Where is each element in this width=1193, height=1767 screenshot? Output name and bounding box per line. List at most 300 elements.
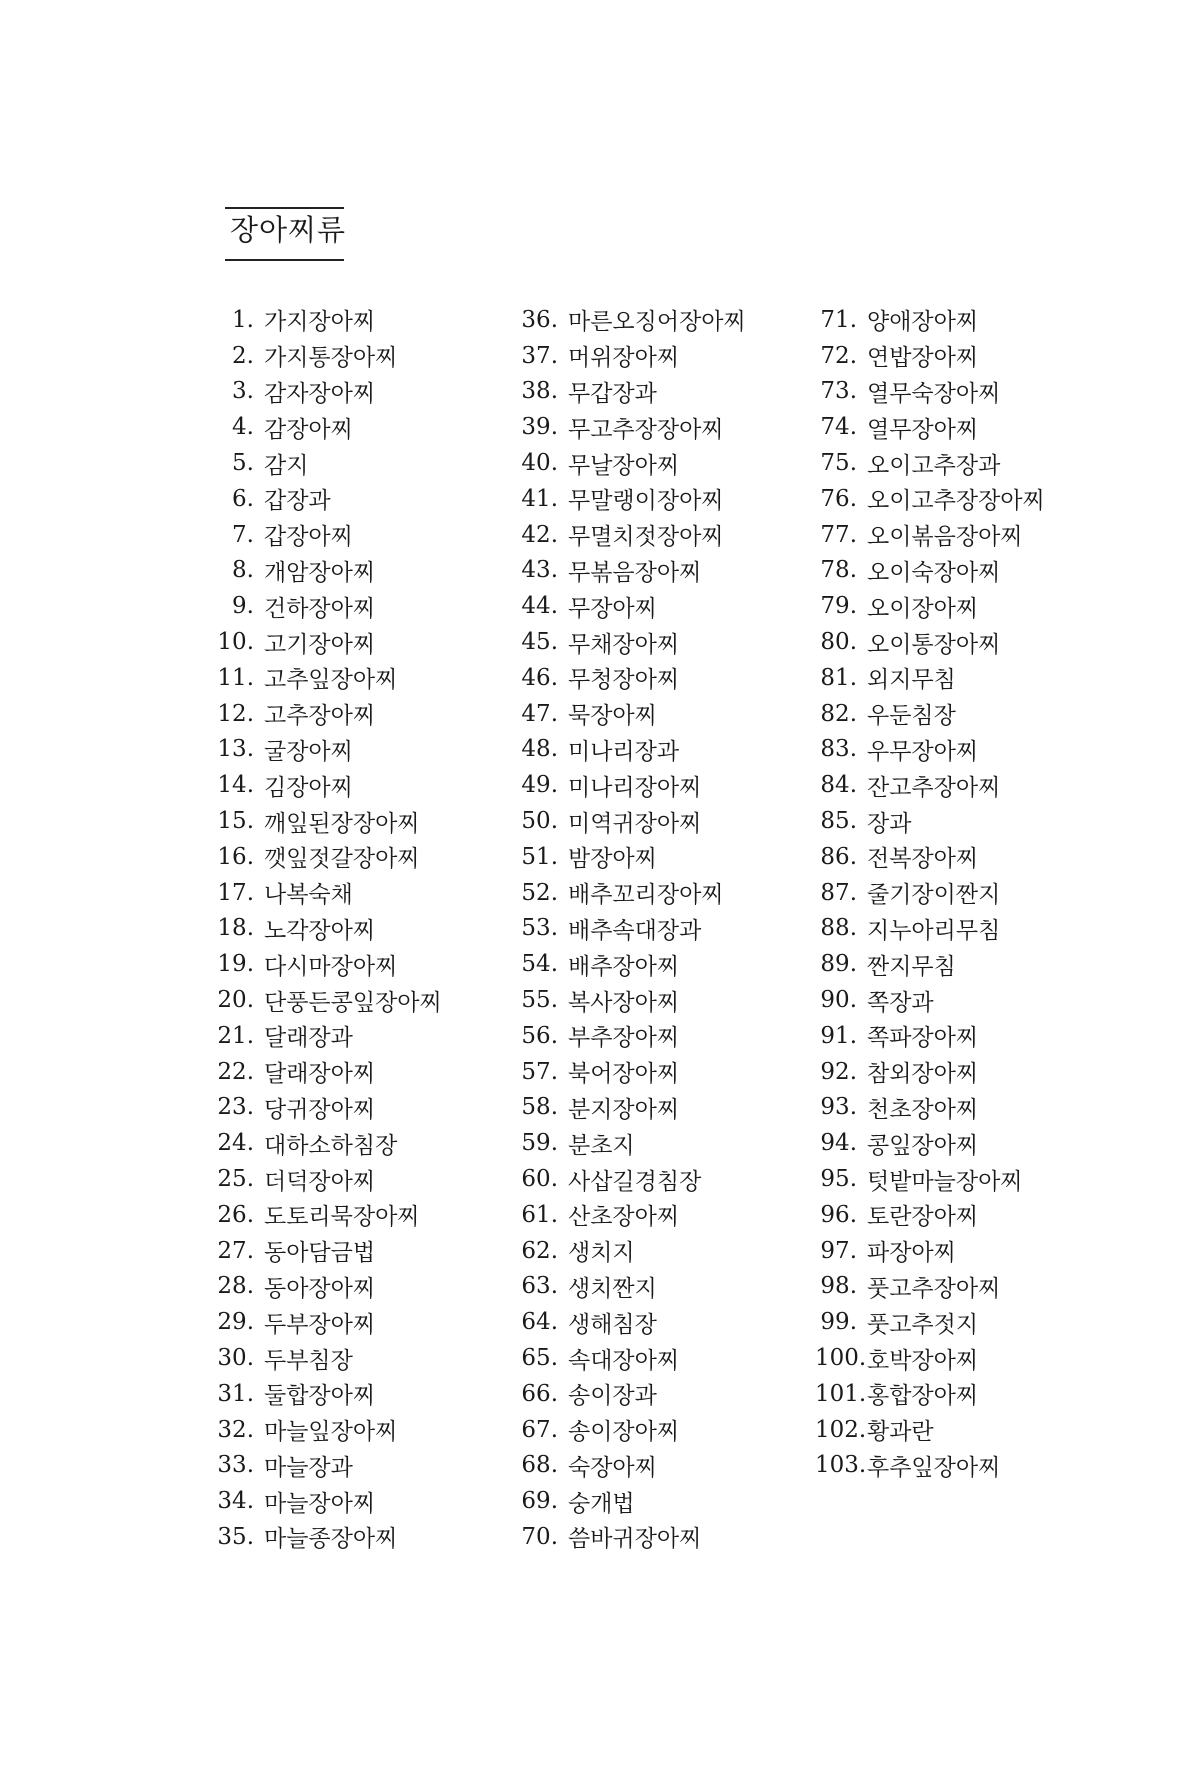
item-name: 잔고추장아찌 (867, 774, 1001, 801)
item-number: 9. (232, 593, 254, 620)
item-name: 마늘종장아찌 (264, 1526, 398, 1553)
item-number: 33. (217, 1452, 254, 1479)
item-name: 달래장아찌 (264, 1061, 376, 1088)
item-name: 천초장아찌 (867, 1096, 979, 1123)
list-item (216, 803, 442, 839)
list-item (216, 1197, 442, 1233)
item-number: 21. (217, 1022, 254, 1049)
item-number: 56. (521, 1022, 558, 1049)
list-column-3 (815, 302, 1045, 1483)
item-name: 송이장과 (568, 1383, 657, 1410)
list-item (518, 481, 746, 517)
item-name: 고추잎장아찌 (264, 667, 398, 694)
list-item (815, 839, 1045, 875)
list-item (518, 696, 746, 732)
item-name: 노각장아찌 (264, 917, 376, 944)
item-number: 77. (820, 521, 857, 548)
list-item (518, 302, 746, 338)
list-item (518, 1233, 746, 1269)
item-name: 동아장아찌 (264, 1275, 376, 1302)
item-name: 마른오징어장아찌 (568, 309, 746, 336)
list-item (216, 982, 442, 1018)
item-number: 57. (521, 1058, 558, 1085)
item-number: 99. (820, 1309, 857, 1336)
item-name: 도토리묵장아찌 (264, 1204, 420, 1231)
list-item (815, 1054, 1045, 1090)
item-name: 건하장아찌 (264, 595, 376, 622)
item-number: 91. (820, 1022, 857, 1049)
list-item (216, 517, 442, 553)
item-number: 52. (521, 879, 558, 906)
list-item (518, 445, 746, 481)
item-number: 18. (217, 915, 254, 942)
list-item (216, 1483, 442, 1519)
item-name: 씀바귀장아찌 (568, 1526, 702, 1553)
item-number: 93. (820, 1094, 857, 1121)
item-name: 두부침장 (264, 1347, 353, 1374)
item-name: 사삽길경침장 (568, 1168, 702, 1195)
item-number: 5. (232, 450, 254, 477)
item-name: 동아담금법 (264, 1240, 376, 1267)
item-name: 머위장아찌 (568, 345, 680, 372)
item-number: 85. (820, 808, 857, 835)
item-name: 배추속대장과 (568, 917, 702, 944)
list-item (216, 445, 442, 481)
item-name: 숭개법 (568, 1490, 635, 1517)
item-number: 63. (521, 1273, 558, 1300)
item-number: 1. (232, 306, 254, 333)
item-number: 97. (820, 1237, 857, 1264)
list-item (518, 1054, 746, 1090)
item-number: 88. (820, 915, 857, 942)
item-name: 생치지 (568, 1240, 635, 1267)
list-item (216, 1125, 442, 1161)
item-number: 75. (820, 450, 857, 477)
item-number: 6. (232, 485, 254, 512)
item-number: 22. (217, 1058, 254, 1085)
item-number: 79. (820, 593, 857, 620)
item-number: 46. (521, 664, 558, 691)
item-name: 가지통장아찌 (264, 345, 398, 372)
list-item (216, 588, 442, 624)
item-name: 속대장아찌 (568, 1347, 680, 1374)
item-name: 밤장아찌 (568, 846, 657, 873)
item-number: 23. (217, 1094, 254, 1121)
list-item (518, 1125, 746, 1161)
item-number: 35. (217, 1523, 254, 1550)
item-number: 71. (820, 306, 857, 333)
item-number: 89. (820, 951, 857, 978)
item-name: 참외장아찌 (867, 1061, 979, 1088)
item-name: 깨잎된장장아찌 (264, 810, 420, 837)
item-number: 41. (521, 485, 558, 512)
list-item (815, 374, 1045, 410)
item-name: 우무장아찌 (867, 738, 979, 765)
item-name: 짠지무침 (867, 953, 956, 980)
list-item (518, 660, 746, 696)
item-number: 16. (217, 843, 254, 870)
list-item (216, 1269, 442, 1305)
list-item (815, 445, 1045, 481)
item-name: 무청장아찌 (568, 667, 680, 694)
item-name: 줄기장이짠지 (867, 882, 1001, 909)
item-name: 후추잎장아찌 (867, 1454, 1001, 1481)
list-item (815, 732, 1045, 768)
list-item (216, 409, 442, 445)
item-name: 숙장아찌 (568, 1454, 657, 1481)
item-name: 분지장아찌 (568, 1096, 680, 1123)
item-name: 배추장아찌 (568, 953, 680, 980)
item-number: 61. (521, 1201, 558, 1228)
item-number: 101. (815, 1380, 867, 1407)
item-number: 62. (521, 1237, 558, 1264)
list-item (216, 1376, 442, 1412)
item-name: 생해침장 (568, 1311, 657, 1338)
item-number: 82. (820, 700, 857, 727)
item-number: 15. (217, 808, 254, 835)
item-name: 장과 (867, 810, 912, 837)
item-name: 무채장아찌 (568, 631, 680, 658)
item-name: 지누아리무침 (867, 917, 1001, 944)
list-item (216, 767, 442, 803)
item-name: 다시마장아찌 (264, 953, 398, 980)
item-number: 98. (820, 1273, 857, 1300)
item-number: 32. (217, 1416, 254, 1443)
list-item (815, 409, 1045, 445)
list-item (518, 1376, 746, 1412)
list-item (815, 517, 1045, 553)
item-name: 가지장아찌 (264, 309, 376, 336)
list-item (216, 839, 442, 875)
item-name: 배추꼬리장아찌 (568, 882, 724, 909)
item-name: 마늘장과 (264, 1454, 353, 1481)
list-item (815, 696, 1045, 732)
item-name: 김장아찌 (264, 774, 353, 801)
list-item (815, 481, 1045, 517)
list-item (815, 1304, 1045, 1340)
item-number: 30. (217, 1345, 254, 1371)
list-item (518, 803, 746, 839)
list-item (216, 732, 442, 768)
list-item (815, 588, 1045, 624)
list-item (518, 1448, 746, 1484)
item-name: 굴장아찌 (264, 738, 353, 765)
list-item (216, 1412, 442, 1448)
item-name: 미나리장아찌 (568, 774, 702, 801)
item-name: 단풍든콩잎장아찌 (264, 989, 442, 1016)
list-item (216, 624, 442, 660)
list-item (216, 1304, 442, 1340)
item-number: 49. (521, 772, 558, 799)
item-number: 2. (232, 342, 254, 369)
list-item (518, 875, 746, 911)
list-column-1 (216, 302, 442, 1555)
list-item (216, 696, 442, 732)
list-item (815, 624, 1045, 660)
list-item (518, 624, 746, 660)
item-number: 73. (820, 378, 857, 405)
item-name: 당귀장아찌 (264, 1096, 376, 1123)
list-item (518, 1269, 746, 1305)
item-number: 51. (521, 843, 558, 870)
item-name: 전복장아찌 (867, 846, 979, 873)
item-number: 95. (820, 1166, 857, 1193)
item-number: 80. (820, 629, 857, 656)
item-name: 북어장아찌 (568, 1061, 680, 1088)
item-number: 69. (521, 1488, 558, 1515)
item-number: 90. (820, 987, 857, 1014)
list-item (815, 1233, 1045, 1269)
item-name: 개암장아찌 (264, 559, 376, 586)
item-name: 외지무침 (867, 667, 956, 694)
list-item (518, 338, 746, 374)
item-number: 78. (820, 557, 857, 584)
item-number: 31. (217, 1380, 254, 1407)
item-name: 쪽파장아찌 (867, 1025, 979, 1052)
item-number: 17. (217, 879, 254, 906)
item-number: 58. (521, 1094, 558, 1121)
list-item (815, 1448, 1045, 1484)
item-number: 64. (521, 1309, 558, 1336)
item-number: 55. (521, 987, 558, 1014)
item-number: 3. (232, 378, 254, 405)
item-name: 두부장아찌 (264, 1311, 376, 1338)
list-item (815, 803, 1045, 839)
list-item (518, 588, 746, 624)
list-item (518, 1412, 746, 1448)
item-number: 102. (815, 1416, 867, 1443)
list-item (518, 1483, 746, 1519)
item-number: 7. (232, 521, 254, 548)
item-number: 70. (521, 1523, 558, 1550)
item-number: 94. (820, 1130, 857, 1157)
item-number: 103. (815, 1452, 867, 1479)
item-number: 28. (217, 1273, 254, 1300)
item-number: 100. (815, 1345, 867, 1371)
list-item (815, 1090, 1045, 1126)
item-number: 92. (820, 1058, 857, 1085)
item-name: 감지 (264, 452, 309, 479)
item-number: 26. (217, 1201, 254, 1228)
list-item (216, 911, 442, 947)
item-name: 무날장아찌 (568, 452, 680, 479)
item-name: 텃밭마늘장아찌 (867, 1168, 1023, 1195)
item-name: 호박장아찌 (867, 1347, 979, 1374)
list-item (518, 1090, 746, 1126)
item-number: 38. (521, 378, 558, 405)
item-name: 무장아찌 (568, 595, 657, 622)
item-number: 66. (521, 1380, 558, 1407)
item-name: 오이숙장아찌 (867, 559, 1001, 586)
item-name: 열무숙장아찌 (867, 380, 1001, 407)
item-name: 묵장아찌 (568, 703, 657, 730)
list-item (518, 553, 746, 589)
item-name: 쪽장과 (867, 989, 934, 1016)
list-item (216, 374, 442, 410)
list-item (815, 1376, 1045, 1412)
item-name: 고추장아찌 (264, 703, 376, 730)
item-number: 12. (217, 700, 254, 727)
list-item (815, 982, 1045, 1018)
item-name: 양애장아찌 (867, 309, 979, 336)
item-name: 무갑장과 (568, 380, 657, 407)
item-number: 24. (217, 1130, 254, 1157)
list-item (216, 1340, 442, 1376)
item-number: 48. (521, 736, 558, 763)
item-name: 갑장아찌 (264, 524, 353, 551)
item-name: 오이고추장과 (867, 452, 1001, 479)
item-number: 42. (521, 521, 558, 548)
list-item (216, 481, 442, 517)
item-number: 83. (820, 736, 857, 763)
list-column-2 (518, 302, 746, 1555)
item-number: 76. (820, 485, 857, 512)
item-number: 20. (217, 987, 254, 1014)
item-name: 복사장아찌 (568, 989, 680, 1016)
item-name: 열무장아찌 (867, 416, 979, 443)
item-number: 4. (232, 414, 254, 441)
item-number: 68. (521, 1452, 558, 1479)
item-name: 산초장아찌 (568, 1204, 680, 1231)
list-item (518, 1018, 746, 1054)
list-item (216, 553, 442, 589)
list-item (518, 946, 746, 982)
list-item (815, 1269, 1045, 1305)
item-number: 50. (521, 808, 558, 835)
item-number: 67. (521, 1416, 558, 1443)
item-number: 47. (521, 700, 558, 727)
item-name: 오이통장아찌 (867, 631, 1001, 658)
list-item (518, 374, 746, 410)
item-number: 59. (521, 1130, 558, 1157)
heading-bottom-rule (225, 259, 344, 261)
item-name: 미역귀장아찌 (568, 810, 702, 837)
item-name: 감자장아찌 (264, 380, 376, 407)
item-name: 더덕장아찌 (264, 1168, 376, 1195)
list-item (815, 875, 1045, 911)
section-heading-block (225, 207, 347, 261)
list-item (518, 517, 746, 553)
item-name: 무멸치젓장아찌 (568, 524, 724, 551)
list-item (216, 302, 442, 338)
item-name: 연밥장아찌 (867, 345, 979, 372)
item-name: 달래장과 (264, 1025, 353, 1052)
list-item (518, 1161, 746, 1197)
item-name: 감장아찌 (264, 416, 353, 443)
item-name: 파장아찌 (867, 1240, 956, 1267)
item-name: 생치짠지 (568, 1275, 657, 1302)
item-name: 대하소하침장 (264, 1132, 398, 1159)
item-number: 86. (820, 843, 857, 870)
item-name: 고기장아찌 (264, 631, 376, 658)
item-name: 황과란 (867, 1419, 934, 1446)
item-number: 43. (521, 557, 558, 584)
list-item (216, 1448, 442, 1484)
item-number: 72. (820, 342, 857, 369)
list-item (216, 1090, 442, 1126)
item-number: 29. (217, 1309, 254, 1336)
item-number: 84. (820, 772, 857, 799)
item-name: 무볶음장아찌 (568, 559, 702, 586)
item-name: 깻잎젓갈장아찌 (264, 846, 420, 873)
list-item (216, 1233, 442, 1269)
item-number: 54. (521, 951, 558, 978)
item-number: 40. (521, 450, 558, 477)
item-number: 13. (217, 736, 254, 763)
item-number: 39. (521, 414, 558, 441)
item-number: 27. (217, 1237, 254, 1264)
list-item (815, 1412, 1045, 1448)
list-item (216, 1054, 442, 1090)
item-name: 송이장아찌 (568, 1419, 680, 1446)
list-item (815, 1161, 1045, 1197)
item-name: 토란장아찌 (867, 1204, 979, 1231)
section-heading: 장아찌류 (230, 213, 347, 247)
list-item (216, 946, 442, 982)
list-item (815, 338, 1045, 374)
list-item (518, 1519, 746, 1555)
list-item (815, 1340, 1045, 1376)
list-item (518, 1197, 746, 1233)
item-number: 74. (820, 414, 857, 441)
item-number: 10. (217, 629, 254, 656)
item-number: 11. (217, 664, 254, 691)
item-name: 콩잎장아찌 (867, 1132, 979, 1159)
item-name: 우둔침장 (867, 703, 956, 730)
item-number: 19. (217, 951, 254, 978)
list-item (216, 1519, 442, 1555)
list-item (815, 946, 1045, 982)
item-number: 25. (217, 1166, 254, 1193)
list-item (216, 660, 442, 696)
item-name: 오이장아찌 (867, 595, 979, 622)
item-number: 45. (521, 629, 558, 656)
item-name: 부추장아찌 (568, 1025, 680, 1052)
item-name: 분초지 (568, 1132, 635, 1159)
list-item (815, 660, 1045, 696)
item-number: 36. (521, 306, 558, 333)
item-number: 34. (217, 1488, 254, 1515)
item-number: 8. (232, 557, 254, 584)
list-item (518, 732, 746, 768)
item-name: 마늘잎장아찌 (264, 1419, 398, 1446)
list-item (518, 839, 746, 875)
item-number: 37. (521, 342, 558, 369)
item-name: 오이볶음장아찌 (867, 524, 1023, 551)
item-name: 풋고추젓지 (867, 1311, 979, 1338)
list-item (815, 1197, 1045, 1233)
list-item (216, 1018, 442, 1054)
list-item (815, 767, 1045, 803)
list-item (518, 1304, 746, 1340)
list-item (518, 767, 746, 803)
item-number: 65. (521, 1345, 558, 1371)
list-item (815, 1018, 1045, 1054)
list-item (216, 338, 442, 374)
list-item (216, 875, 442, 911)
item-name: 갑장과 (264, 488, 331, 515)
list-item (216, 1161, 442, 1197)
item-number: 44. (521, 593, 558, 620)
item-number: 14. (217, 772, 254, 799)
list-item (815, 1125, 1045, 1161)
list-item (518, 982, 746, 1018)
item-number: 96. (820, 1201, 857, 1228)
item-name: 미나리장과 (568, 738, 680, 765)
item-number: 81. (820, 664, 857, 691)
item-name: 풋고추장아찌 (867, 1275, 1001, 1302)
item-number: 87. (820, 879, 857, 906)
